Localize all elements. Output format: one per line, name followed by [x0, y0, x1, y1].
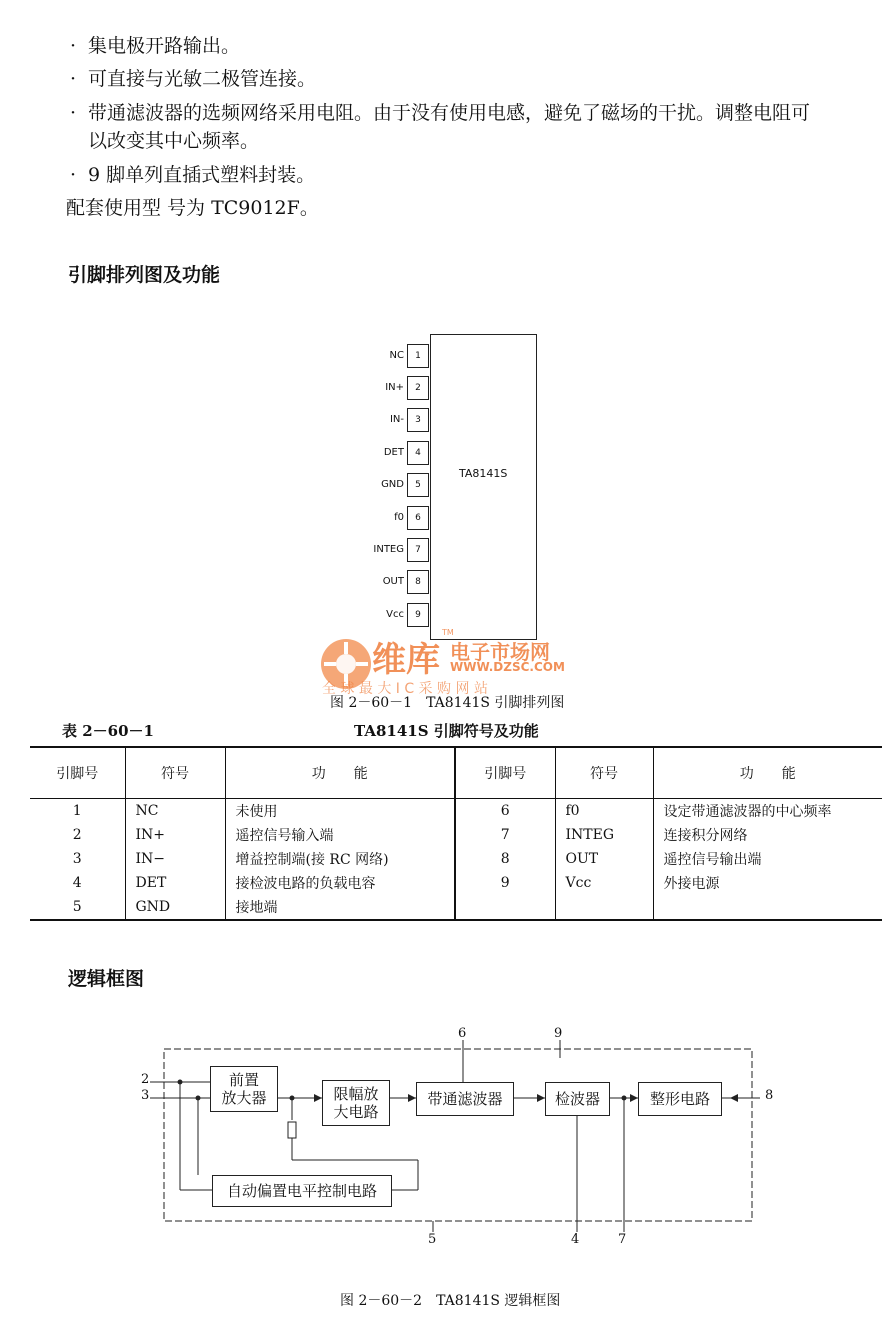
pin-label: IN+	[385, 382, 404, 393]
node-label: 3	[141, 1088, 150, 1103]
cell: 外接电源	[653, 871, 882, 895]
bullet-marker: ·	[70, 164, 77, 186]
cell: 接检波电路的负载电容	[225, 871, 455, 895]
cell: 3	[72, 851, 82, 867]
figure-caption-2: 图 2－60－2 TA8141S 逻辑框图	[340, 1293, 561, 1309]
cell: 1	[72, 803, 82, 819]
bullet-text: 以改变其中心频率。	[88, 130, 260, 152]
col-header: 引脚号	[30, 747, 125, 799]
cell: 未使用	[225, 799, 455, 824]
pin-number: 6	[407, 506, 429, 530]
watermark-url: WWW.DZSC.COM	[450, 660, 565, 674]
companion-line: 配套使用型 号为 TC9012F。	[66, 197, 319, 219]
preamp-block: 前置 放大器	[210, 1066, 278, 1112]
pin-number: 3	[407, 408, 429, 432]
node-label: 6	[458, 1026, 467, 1041]
cell: 8	[455, 847, 555, 871]
node-label: 5	[428, 1232, 437, 1247]
cell: 4	[72, 875, 82, 891]
bullet-text: 带通滤波器的选频网络采用电阻。由于没有使用电感，避免了磁场的干扰。调整电阻可	[88, 102, 811, 124]
node-label: 7	[618, 1232, 627, 1247]
pin-label: Vcc	[386, 609, 404, 620]
node-label: 4	[571, 1232, 580, 1247]
pin-number: 5	[407, 473, 429, 497]
section-heading-logic: 逻辑框图	[68, 968, 145, 990]
pin-label: NC	[389, 350, 404, 361]
col-header: 引脚号	[455, 747, 555, 799]
col-header: 功 能	[653, 747, 882, 799]
cell: IN+	[125, 823, 225, 847]
cell: 9	[455, 871, 555, 895]
pin-number: 9	[407, 603, 429, 627]
bullet-text: 9 脚单列直插式塑料封装。	[88, 164, 316, 186]
chip-name: TA8141S	[459, 467, 508, 480]
cell: 连接积分网络	[653, 823, 882, 847]
agc-block: 自动偏置电平控制电路	[212, 1175, 392, 1207]
table-label: 表 2－60－1	[62, 722, 154, 740]
col-header: 符号	[125, 747, 225, 799]
shaper-block: 整形电路	[638, 1082, 722, 1116]
pin-number: 7	[407, 538, 429, 562]
cell: DET	[125, 871, 225, 895]
watermark-brand: 维库	[372, 640, 440, 680]
pin-label: INTEG	[373, 544, 404, 555]
node-label: 8	[765, 1088, 774, 1103]
pin-label: DET	[383, 447, 404, 458]
cell: 遥控信号输入端	[225, 823, 455, 847]
pin-label: GND	[381, 479, 404, 490]
cell: OUT	[555, 847, 653, 871]
bullet-marker: ·	[70, 68, 77, 90]
pin-number: 8	[407, 570, 429, 594]
cell: 遥控信号输出端	[653, 847, 882, 871]
bandpass-filter-block: 带通滤波器	[416, 1082, 514, 1116]
cell: f0	[555, 799, 653, 824]
bullet-marker: ·	[70, 35, 77, 57]
bullet-text: 集电极开路输出。	[88, 35, 241, 57]
pin-number: 2	[407, 376, 429, 400]
section-heading-pinout: 引脚排列图及功能	[68, 264, 221, 286]
cell: INTEG	[555, 823, 653, 847]
cell: 6	[455, 799, 555, 824]
pin-label: f0	[394, 512, 404, 523]
pin-label: OUT	[382, 576, 404, 587]
node-label: 2	[141, 1072, 150, 1087]
col-header: 符号	[555, 747, 653, 799]
pin-label: IN-	[389, 414, 404, 425]
col-header: 功 能	[225, 747, 455, 799]
limiter-block: 限幅放 大电路	[322, 1080, 390, 1126]
bullet-text: 可直接与光敏二极管连接。	[88, 68, 317, 90]
cell: 7	[455, 823, 555, 847]
cell: 接地端	[225, 895, 455, 920]
watermark-tm: TM	[442, 628, 454, 637]
cell: GND	[125, 895, 225, 920]
cell: 增益控制端(接 RC 网络)	[225, 847, 455, 871]
pin-number: 4	[407, 441, 429, 465]
cell: 5	[30, 895, 125, 920]
cell: Vcc	[555, 871, 653, 895]
bullet-marker: ·	[70, 102, 77, 124]
detector-block: 检波器	[545, 1082, 610, 1116]
table-title: TA8141S 引脚符号及功能	[354, 722, 539, 740]
figure-caption-1: 图 2－60－1 TA8141S 引脚排列图	[330, 695, 565, 711]
cell: 设定带通滤波器的中心频率	[653, 799, 882, 824]
cell: NC	[125, 799, 225, 824]
cell: IN−	[125, 847, 225, 871]
watermark-slogan: 全 球 最 大 I C 采 购 网 站	[322, 681, 488, 697]
watermark-sub: 电子市场网	[450, 640, 550, 664]
pin-number: 1	[407, 344, 429, 368]
node-label: 9	[554, 1026, 563, 1041]
cell: 2	[72, 827, 82, 843]
